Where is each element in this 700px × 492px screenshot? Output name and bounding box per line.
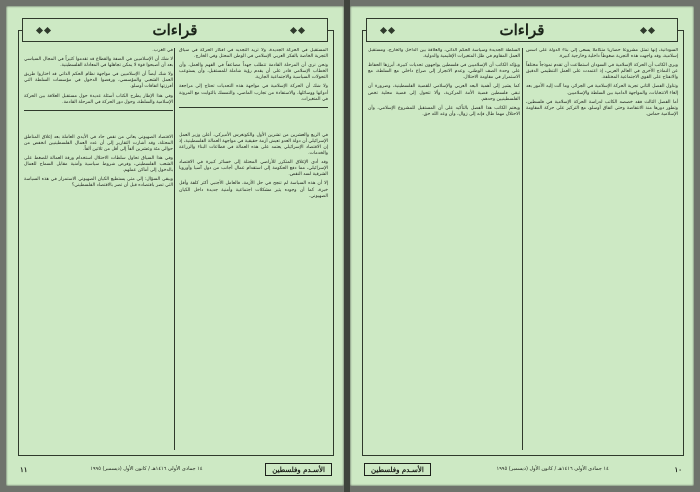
page-number: ١٠ [674, 464, 682, 474]
magazine-masthead: الأسـدم وفلسطين [364, 463, 431, 476]
page-number: ١١ [20, 464, 28, 474]
paragraph: السلطة الجديدة وسياسة الحكم الذاتي، والعلاقة بين الداخل والخارج، ومستقبل العمل المقاوم في ظل المتغيرات الإقليمية والدولية. [368, 48, 520, 60]
paragraph: لا شك أن الإسلاميين في الضفة والقطاع قد تقدموا كثيراً في المجال السياسي بعد أن أصبحوا قوة لا يمكن تجاهلها في المعادلة الفلسطينية. [24, 57, 173, 69]
banner-ornament-icon [37, 25, 59, 35]
horizontal-rule [179, 107, 328, 108]
section-title: قراءات [499, 21, 545, 39]
left-page-col-left [24, 48, 173, 450]
paragraph: في الغرب. [152, 48, 173, 53]
paragraph: وفي هذا السياق تحاول سلطات الاحتلال استخدام ورقة العمالة للضغط على الشعب الفلسطيني، وفرض شروط سياسية وأمنية مقابل السماح للعمال بالدخول إلى أماكن عملهم. [24, 156, 173, 174]
magazine-masthead: الأسـدم وفلسطين [265, 463, 332, 476]
paragraph: وتناول الفصل الثاني تجربة الحركة الإسلامية في الجزائر، وما آلت إليه الأمور بعد إلغاء الانتخابات، والمواجهة الدامية بين السلطة والإسلاميين. [526, 84, 678, 96]
headline-spacer [24, 115, 173, 135]
paragraph: ويختم الكاتب هذا الفصل بالتأكيد على أن المستقبل للمشروع الإسلامي، وأن الاحتلال مهما طال فإنه إلى زوال، وأن وعد الله حق. [368, 105, 520, 117]
paragraph: الاقتصاد الصهيوني يعاني من نقص حاد في الأيدي العاملة بعد إغلاق المناطق المحتلة، وقد أشارت التقارير إلى أن عدد العمال الفلسطينيين انخفض من حوالي مئة وعشرين ألفاً إلى أقل من ثلاثين ألفاً. [24, 134, 173, 152]
right-page-columns [368, 48, 678, 450]
paragraph: وقد أدى الإغلاق المتكرر للأراضي المحتلة إلى خسائر كبيرة في الاقتصاد الإسرائيلي، مما دفع الحكومة إلى استقدام عمال أجانب من دول آسيا وأوروبا الشرقية لسد النقص. [179, 160, 328, 178]
paragraph: كما يشير إلى أهمية البعد العربي والإسلامي للقضية الفلسطينية، وضرورة أن تبقى فلسطين قضية الأمة المركزية، وألا تتحول إلى قضية محلية تخص الفلسطينيين وحدهم. [368, 84, 520, 102]
paragraph: السودانية، إنها تمثل مشروعاً حضارياً متكاملاً يسعى إلى بناء الدولة على أسس إسلامية، وقد واجهت هذه التجربة ضغوطاً داخلية وخارجية كبيرة. [526, 48, 678, 60]
paragraph: إلا أن هذه السياسة لم تنجح في حل الأزمة، فالعامل الأجنبي أكثر كلفة وأقل خبرة، كما أن وجوده يثير مشكلات اجتماعية وأمنية جديدة داخل الكيان الصهيوني. [179, 181, 328, 199]
paragraph: أما الفصل الثالث فقد خصصه الكاتب لدراسة الحركة الإسلامية في فلسطين، وتطور دورها منذ الانتفاضة وحتى اتفاق أوسلو، مع التركيز على حركة المقاومة الإسلامية حماس. [526, 99, 678, 117]
paragraph: ولا شك أن الحركة الإسلامية في مواجهة هذه التحديات تحتاج إلى مراجعة أدواتها ووسائلها، والاستفادة من تجارب الماضي، والتمسك بالثوابت مع المرونة في المتغيرات. [179, 84, 328, 102]
paragraph: ويبقى السؤال: إلى متى يستطيع الكيان الصهيوني الاستمرار في هذه السياسة التي تضر باقتصاده قبل أن تضر بالاقتصاد الفلسطيني؟ [24, 177, 173, 189]
left-page-col-right [179, 48, 328, 450]
issue-date: ١٤ جمادى الأولى ١٤١٦هـ / كانون الأول (ديسمبر) ١٩٩٥ [90, 466, 203, 472]
paragraph: المستقبل في الحركة الجديدة، ولا تريد التجديد في أفكار الحركة في سياق التجربة الخاصة بالفكر العربي الإسلامي في الوطن المحتل وفي الخارج. [179, 48, 328, 60]
paragraph: ونحن نرى أن المرحلة القادمة تتطلب جهداً مضاعفاً في الفهم والعمل، وأن الخطاب الإسلامي قادر على أن يقدم رؤية شاملة للمستقبل، وأن يستوعب التحولات السياسية والاجتماعية الجارية. [179, 63, 328, 81]
banner-ornament-icon [381, 25, 403, 35]
right-page-col-left [368, 48, 520, 450]
section-title: قراءات [152, 21, 198, 39]
right-section-banner [366, 18, 678, 42]
right-page-col-right [526, 48, 678, 450]
left-page-footer [20, 462, 332, 476]
banner-ornament-icon [291, 25, 313, 35]
left-section-banner [22, 18, 328, 42]
paragraph: ويؤكد الكاتب أن الإسلاميين في فلسطين يواجهون تحديات كبيرة، أبرزها الحفاظ على وحدة الصف الوطني، وعدم الانجرار إلى صراع داخلي مع السلطة، مع الاستمرار في مقاومة الاحتلال. [368, 63, 520, 81]
right-page-footer [364, 462, 682, 476]
paragraph: ويرى الكاتب أن الحركة الإسلامية في السودان استطاعت أن تقدم نموذجاً مختلفاً عن النماذج الأخرى في العالم العربي، إذ اعتمدت على العمل التنظيمي الدقيق والانفتاح على القوى الاجتماعية المختلفة. [526, 63, 678, 81]
banner-ornament-icon [641, 25, 663, 35]
left-page [6, 6, 345, 486]
issue-date: ١٤ جمادى الأولى ١٤١٦هـ / كانون الأول (ديسمبر) ١٩٩٥ [496, 466, 609, 472]
paragraph: في الربع والعشرين من تشرين الأول والكونغرس الأميركي، أعلن وزير العمل الإسرائيلي أن دولة العدو تعيش أزمة حقيقية في مواجهة العمالة الفلسطينية، إذ إن الاقتصاد الإسرائيلي يعتمد على هذه العمالة في قطاعات البناء والزراعة والخدمات. [179, 132, 328, 157]
left-page-columns [24, 48, 328, 450]
right-page [350, 6, 694, 486]
horizontal-rule [24, 110, 173, 111]
paragraph: وفي هذا الإطار يطرح الكتاب أسئلة عديدة حول مستقبل العلاقة بين الحركة الإسلامية والسلطة، وحول دور الحركة في المرحلة القادمة. [24, 93, 173, 105]
paragraph: ولا شك أيضاً أن الإسلاميين في مواجهة نظام الحكم الذاتي قد اختاروا طريق العمل الشعبي والمؤسسي، ورفضوا الدخول في مؤسسات السلطة التي أفرزتها اتفاقات أوسلو. [24, 72, 173, 90]
